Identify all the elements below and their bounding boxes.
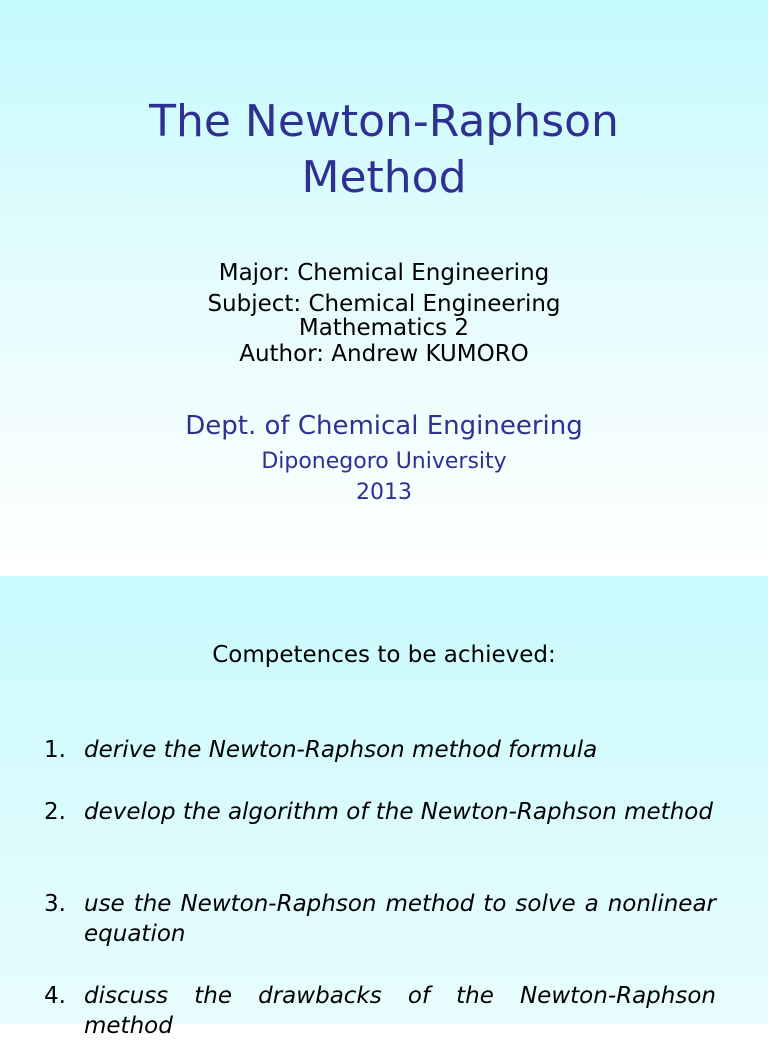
course-info bbox=[0, 259, 768, 369]
item-text: use the Newton-Raphson method to solve a nonlinear equation bbox=[84, 891, 716, 947]
university-text: Diponegoro University bbox=[261, 449, 507, 474]
item-number: 2. bbox=[44, 799, 66, 825]
subject-text-line-2: Mathematics 2 bbox=[298, 315, 470, 341]
slide-title bbox=[0, 94, 768, 206]
title-line-2: Method bbox=[301, 152, 467, 203]
author-text: Author: Andrew KUMORO bbox=[239, 341, 529, 367]
item-text: discuss the drawbacks of the Newton-Raphson method bbox=[84, 983, 716, 1039]
major-text: Major: Chemical Engineering bbox=[218, 260, 550, 286]
subject-text-line-1: Subject: Chemical Engineering bbox=[207, 291, 561, 317]
department-text: Dept. of Chemical Engineering bbox=[185, 411, 583, 441]
competences-heading: Competences to be achieved: bbox=[212, 642, 556, 668]
list-item bbox=[44, 889, 716, 949]
institution-block bbox=[0, 446, 768, 508]
year-text: 2013 bbox=[356, 480, 412, 505]
list-item bbox=[44, 797, 716, 827]
list-item bbox=[44, 981, 716, 1041]
item-number: 3. bbox=[44, 891, 66, 917]
list-item bbox=[44, 735, 716, 765]
title-line-1: The Newton-Raphson bbox=[149, 96, 619, 147]
item-text: develop the algorithm of the Newton-Raphson method bbox=[84, 799, 713, 825]
item-number: 4. bbox=[44, 983, 66, 1009]
item-text: derive the Newton-Raphson method formula bbox=[84, 737, 598, 763]
item-number: 1. bbox=[44, 737, 66, 763]
